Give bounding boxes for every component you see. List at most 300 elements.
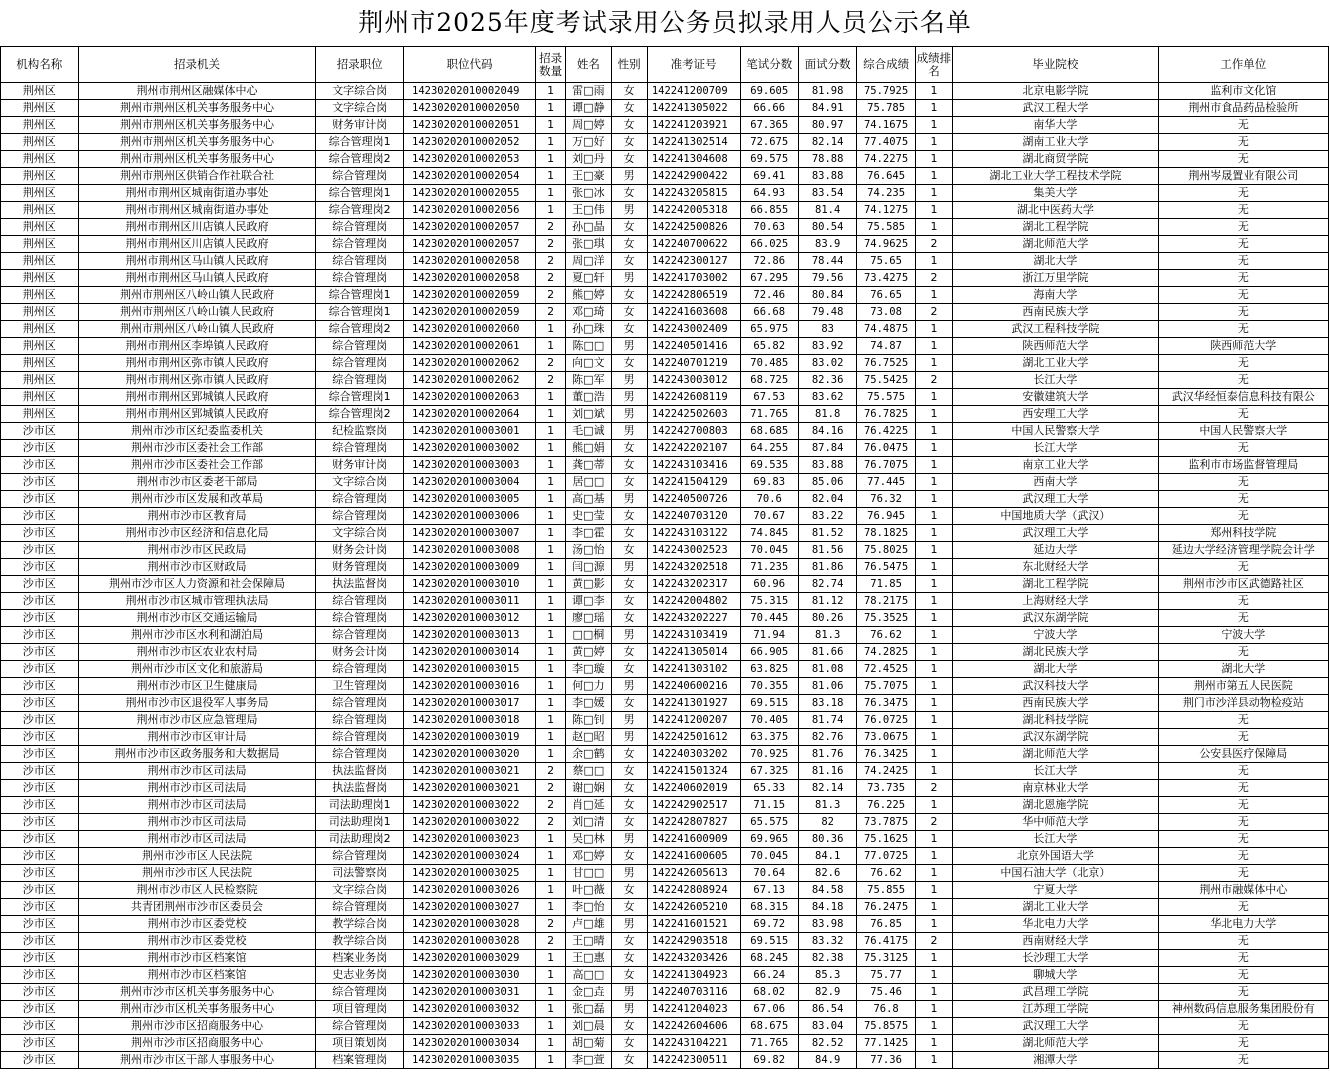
recruiting-office-cell: 荆州市荆州区川店镇人民政府 bbox=[78, 219, 316, 236]
total-score-cell: 76.32 bbox=[857, 491, 915, 508]
employer-cell: 无 bbox=[1158, 287, 1328, 304]
recruiting-office-cell: 荆州市沙市区人民检察院 bbox=[78, 882, 316, 899]
interview-score-cell: 81.86 bbox=[798, 559, 856, 576]
gender-cell: 女 bbox=[611, 814, 647, 831]
position-cell: 项目管理岗 bbox=[316, 1001, 404, 1018]
employer-cell: 无 bbox=[1158, 899, 1328, 916]
school-cell: 湖北师范大学 bbox=[953, 1035, 1159, 1052]
employer-cell: 郑州科技学院 bbox=[1158, 525, 1328, 542]
exam-number-cell: 142243202518 bbox=[647, 559, 740, 576]
position-code-cell: 14230202010003021 bbox=[404, 763, 536, 780]
name-cell: 熊□婷 bbox=[566, 287, 611, 304]
recruiting-office-cell: 荆州市沙市区财政局 bbox=[78, 559, 316, 576]
table-row bbox=[1, 321, 1329, 338]
total-score-cell: 76.0725 bbox=[857, 712, 915, 729]
written-score-cell: 71.765 bbox=[740, 1035, 798, 1052]
agency-cell: 沙市区 bbox=[1, 525, 79, 542]
position-cell: 执法监督岗 bbox=[316, 576, 404, 593]
total-score-cell: 75.3125 bbox=[857, 950, 915, 967]
exam-number-cell: 142241200207 bbox=[647, 712, 740, 729]
table-row bbox=[1, 763, 1329, 780]
quota-cell: 1 bbox=[536, 831, 566, 848]
interview-score-cell: 82.74 bbox=[798, 576, 856, 593]
recruiting-office-cell: 荆州市荆州区郢城镇人民政府 bbox=[78, 406, 316, 423]
written-score-cell: 63.825 bbox=[740, 661, 798, 678]
position-code-cell: 14230202010003005 bbox=[404, 491, 536, 508]
col-header-employer: 工作单位 bbox=[1158, 47, 1328, 83]
recruiting-office-cell: 荆州市沙市区卫生健康局 bbox=[78, 678, 316, 695]
written-score-cell: 71.94 bbox=[740, 627, 798, 644]
table-row bbox=[1, 83, 1329, 100]
total-score-cell: 76.65 bbox=[857, 287, 915, 304]
rank-cell: 1 bbox=[915, 287, 952, 304]
position-cell: 综合管理岗 bbox=[316, 270, 404, 287]
rank-cell: 1 bbox=[915, 202, 952, 219]
total-score-cell: 76.7825 bbox=[857, 406, 915, 423]
total-score-cell: 77.4075 bbox=[857, 134, 915, 151]
position-code-cell: 14230202010002063 bbox=[404, 389, 536, 406]
agency-cell: 沙市区 bbox=[1, 474, 79, 491]
position-code-cell: 14230202010002050 bbox=[404, 100, 536, 117]
table-row bbox=[1, 236, 1329, 253]
school-cell: 湖北师范大学 bbox=[953, 236, 1159, 253]
employer-cell: 荆州市沙市区武德路社区 bbox=[1158, 576, 1328, 593]
exam-number-cell: 142241601521 bbox=[647, 916, 740, 933]
agency-cell: 荆州区 bbox=[1, 219, 79, 236]
name-cell: 刘□斌 bbox=[566, 406, 611, 423]
school-cell: 西南民族大学 bbox=[953, 304, 1159, 321]
total-score-cell: 76.3425 bbox=[857, 746, 915, 763]
school-cell: 湖北大学 bbox=[953, 661, 1159, 678]
total-score-cell: 78.1825 bbox=[857, 525, 915, 542]
name-cell: 孙□珠 bbox=[566, 321, 611, 338]
quota-cell: 1 bbox=[536, 576, 566, 593]
total-score-cell: 76.62 bbox=[857, 865, 915, 882]
gender-cell: 男 bbox=[611, 712, 647, 729]
quota-cell: 1 bbox=[536, 865, 566, 882]
employer-cell: 无 bbox=[1158, 780, 1328, 797]
recruiting-office-cell: 荆州市沙市区文化和旅游局 bbox=[78, 661, 316, 678]
interview-score-cell: 79.48 bbox=[798, 304, 856, 321]
position-code-cell: 14230202010002061 bbox=[404, 338, 536, 355]
school-cell: 湖北民族大学 bbox=[953, 644, 1159, 661]
table-row bbox=[1, 746, 1329, 763]
total-score-cell: 77.36 bbox=[857, 1052, 915, 1069]
written-score-cell: 74.845 bbox=[740, 525, 798, 542]
total-score-cell: 71.85 bbox=[857, 576, 915, 593]
interview-score-cell: 82.14 bbox=[798, 780, 856, 797]
position-cell: 司法助理岗1 bbox=[316, 814, 404, 831]
agency-cell: 沙市区 bbox=[1, 695, 79, 712]
interview-score-cell: 80.97 bbox=[798, 117, 856, 134]
employer-cell: 无 bbox=[1158, 304, 1328, 321]
employer-cell: 无 bbox=[1158, 831, 1328, 848]
school-cell: 湖北恩施学院 bbox=[953, 797, 1159, 814]
exam-number-cell: 142243203426 bbox=[647, 950, 740, 967]
agency-cell: 沙市区 bbox=[1, 559, 79, 576]
quota-cell: 1 bbox=[536, 134, 566, 151]
school-cell: 湖南工业大学 bbox=[953, 134, 1159, 151]
recruiting-office-cell: 荆州市荆州区马山镇人民政府 bbox=[78, 253, 316, 270]
total-score-cell: 75.785 bbox=[857, 100, 915, 117]
interview-score-cell: 81.06 bbox=[798, 678, 856, 695]
page-title: 荆州市2025年度考试录用公务员拟录用人员公示名单 bbox=[358, 8, 972, 37]
exam-number-cell: 142243002523 bbox=[647, 542, 740, 559]
position-code-cell: 14230202010002056 bbox=[404, 202, 536, 219]
name-cell: 史□莹 bbox=[566, 508, 611, 525]
exam-number-cell: 142240700622 bbox=[647, 236, 740, 253]
total-score-cell: 77.445 bbox=[857, 474, 915, 491]
position-code-cell: 14230202010002057 bbox=[404, 219, 536, 236]
total-score-cell: 76.4225 bbox=[857, 423, 915, 440]
agency-cell: 荆州区 bbox=[1, 406, 79, 423]
total-score-cell: 76.225 bbox=[857, 797, 915, 814]
position-cell: 财务管理岗 bbox=[316, 559, 404, 576]
position-cell: 财务会计岗 bbox=[316, 542, 404, 559]
quota-cell: 1 bbox=[536, 712, 566, 729]
gender-cell: 女 bbox=[611, 236, 647, 253]
gender-cell: 男 bbox=[611, 389, 647, 406]
school-cell: 北京外国语大学 bbox=[953, 848, 1159, 865]
name-cell: 高□基 bbox=[566, 491, 611, 508]
gender-cell: 男 bbox=[611, 491, 647, 508]
recruiting-office-cell: 荆州市荆州区城南街道办事处 bbox=[78, 185, 316, 202]
interview-score-cell: 83.92 bbox=[798, 338, 856, 355]
interview-score-cell: 84.16 bbox=[798, 423, 856, 440]
name-cell: 胡□菊 bbox=[566, 1035, 611, 1052]
rank-cell: 2 bbox=[915, 304, 952, 321]
recruiting-office-cell: 荆州市沙市区水利和湖泊局 bbox=[78, 627, 316, 644]
position-code-cell: 14230202010002059 bbox=[404, 304, 536, 321]
school-cell: 湖北工业大学工程技术学院 bbox=[953, 168, 1159, 185]
total-score-cell: 73.08 bbox=[857, 304, 915, 321]
agency-cell: 沙市区 bbox=[1, 984, 79, 1001]
interview-score-cell: 82.76 bbox=[798, 729, 856, 746]
rank-cell: 1 bbox=[915, 219, 952, 236]
position-cell: 史志业务岗 bbox=[316, 967, 404, 984]
position-cell: 综合管理岗2 bbox=[316, 151, 404, 168]
quota-cell: 1 bbox=[536, 661, 566, 678]
recruiting-office-cell: 荆州市沙市区干部人事服务中心 bbox=[78, 1052, 316, 1069]
table-row bbox=[1, 542, 1329, 559]
school-cell: 湖北工程学院 bbox=[953, 219, 1159, 236]
written-score-cell: 68.315 bbox=[740, 899, 798, 916]
name-cell: 李□霍 bbox=[566, 525, 611, 542]
table-row bbox=[1, 389, 1329, 406]
rank-cell: 1 bbox=[915, 457, 952, 474]
position-code-cell: 14230202010003007 bbox=[404, 525, 536, 542]
quota-cell: 2 bbox=[536, 916, 566, 933]
written-score-cell: 72.46 bbox=[740, 287, 798, 304]
quota-cell: 1 bbox=[536, 151, 566, 168]
position-code-cell: 14230202010003006 bbox=[404, 508, 536, 525]
employer-cell: 无 bbox=[1158, 440, 1328, 457]
school-cell: 南京工业大学 bbox=[953, 457, 1159, 474]
total-score-cell: 75.3525 bbox=[857, 610, 915, 627]
roster-table bbox=[0, 46, 1329, 1069]
employer-cell: 无 bbox=[1158, 219, 1328, 236]
school-cell: 长江大学 bbox=[953, 831, 1159, 848]
name-cell: 董□浩 bbox=[566, 389, 611, 406]
total-score-cell: 78.2175 bbox=[857, 593, 915, 610]
written-score-cell: 68.685 bbox=[740, 423, 798, 440]
total-score-cell: 75.8575 bbox=[857, 1018, 915, 1035]
recruiting-office-cell: 荆州市荆州区城南街道办事处 bbox=[78, 202, 316, 219]
name-cell: 黄□婷 bbox=[566, 644, 611, 661]
employer-cell: 无 bbox=[1158, 508, 1328, 525]
written-score-cell: 66.68 bbox=[740, 304, 798, 321]
gender-cell: 女 bbox=[611, 695, 647, 712]
employer-cell: 无 bbox=[1158, 355, 1328, 372]
school-cell: 武汉科技大学 bbox=[953, 678, 1159, 695]
table-row bbox=[1, 406, 1329, 423]
total-score-cell: 74.2425 bbox=[857, 763, 915, 780]
school-cell: 湖北工业大学 bbox=[953, 355, 1159, 372]
agency-cell: 沙市区 bbox=[1, 763, 79, 780]
quota-cell: 1 bbox=[536, 967, 566, 984]
position-cell: 档案业务岗 bbox=[316, 950, 404, 967]
gender-cell: 女 bbox=[611, 899, 647, 916]
recruiting-office-cell: 荆州市沙市区委党校 bbox=[78, 916, 316, 933]
agency-cell: 沙市区 bbox=[1, 508, 79, 525]
rank-cell: 1 bbox=[915, 1001, 952, 1018]
position-code-cell: 14230202010003023 bbox=[404, 831, 536, 848]
written-score-cell: 68.675 bbox=[740, 1018, 798, 1035]
total-score-cell: 74.235 bbox=[857, 185, 915, 202]
rank-cell: 1 bbox=[915, 865, 952, 882]
recruiting-office-cell: 荆州市沙市区司法局 bbox=[78, 763, 316, 780]
school-cell: 湖北中医药大学 bbox=[953, 202, 1159, 219]
employer-cell: 神州数码信息服务集团股份有 bbox=[1158, 1001, 1328, 1018]
col-header-total-score: 综合成绩 bbox=[857, 47, 915, 83]
position-cell: 综合管理岗 bbox=[316, 1018, 404, 1035]
total-score-cell: 74.2275 bbox=[857, 151, 915, 168]
school-cell: 北京电影学院 bbox=[953, 83, 1159, 100]
gender-cell: 男 bbox=[611, 423, 647, 440]
position-code-cell: 14230202010003011 bbox=[404, 593, 536, 610]
quota-cell: 1 bbox=[536, 610, 566, 627]
recruiting-office-cell: 荆州市沙市区档案馆 bbox=[78, 950, 316, 967]
agency-cell: 沙市区 bbox=[1, 661, 79, 678]
agency-cell: 沙市区 bbox=[1, 916, 79, 933]
interview-score-cell: 79.56 bbox=[798, 270, 856, 287]
agency-cell: 荆州区 bbox=[1, 202, 79, 219]
gender-cell: 男 bbox=[611, 338, 647, 355]
employer-cell: 荆州市食品药品检验所 bbox=[1158, 100, 1328, 117]
rank-cell: 1 bbox=[915, 899, 952, 916]
rank-cell: 1 bbox=[915, 151, 952, 168]
name-cell: □□桐 bbox=[566, 627, 611, 644]
table-row bbox=[1, 457, 1329, 474]
gender-cell: 女 bbox=[611, 780, 647, 797]
employer-cell: 无 bbox=[1158, 933, 1328, 950]
rank-cell: 1 bbox=[915, 797, 952, 814]
name-cell: 龚□蒂 bbox=[566, 457, 611, 474]
table-header-row bbox=[1, 47, 1329, 83]
table-row bbox=[1, 117, 1329, 134]
school-cell: 武汉东湖学院 bbox=[953, 610, 1159, 627]
quota-cell: 1 bbox=[536, 1001, 566, 1018]
name-cell: 何□力 bbox=[566, 678, 611, 695]
quota-cell: 1 bbox=[536, 389, 566, 406]
employer-cell: 无 bbox=[1158, 117, 1328, 134]
gender-cell: 女 bbox=[611, 644, 647, 661]
rank-cell: 1 bbox=[915, 729, 952, 746]
written-score-cell: 71.15 bbox=[740, 797, 798, 814]
name-cell: 王□豪 bbox=[566, 168, 611, 185]
agency-cell: 沙市区 bbox=[1, 967, 79, 984]
name-cell: 李□璇 bbox=[566, 661, 611, 678]
school-cell: 宁夏大学 bbox=[953, 882, 1159, 899]
rank-cell: 1 bbox=[915, 559, 952, 576]
interview-score-cell: 83.62 bbox=[798, 389, 856, 406]
school-cell: 湖北科技学院 bbox=[953, 712, 1159, 729]
table-row bbox=[1, 627, 1329, 644]
total-score-cell: 75.46 bbox=[857, 984, 915, 1001]
rank-cell: 1 bbox=[915, 967, 952, 984]
rank-cell: 1 bbox=[915, 406, 952, 423]
gender-cell: 女 bbox=[611, 882, 647, 899]
table-row bbox=[1, 1052, 1329, 1069]
interview-score-cell: 81.52 bbox=[798, 525, 856, 542]
rank-cell: 1 bbox=[915, 882, 952, 899]
agency-cell: 沙市区 bbox=[1, 882, 79, 899]
name-cell: 刘□丹 bbox=[566, 151, 611, 168]
exam-number-cell: 142242202107 bbox=[647, 440, 740, 457]
name-cell: 张□冰 bbox=[566, 185, 611, 202]
quota-cell: 1 bbox=[536, 338, 566, 355]
position-cell: 执法监督岗 bbox=[316, 763, 404, 780]
total-score-cell: 76.7525 bbox=[857, 355, 915, 372]
col-header-exam-number: 准考证号 bbox=[647, 47, 740, 83]
rank-cell: 1 bbox=[915, 389, 952, 406]
recruiting-office-cell: 荆州市沙市区委老干部局 bbox=[78, 474, 316, 491]
written-score-cell: 60.96 bbox=[740, 576, 798, 593]
col-header-position-code: 职位代码 bbox=[404, 47, 536, 83]
exam-number-cell: 142242808924 bbox=[647, 882, 740, 899]
written-score-cell: 70.64 bbox=[740, 865, 798, 882]
rank-cell: 1 bbox=[915, 678, 952, 695]
recruiting-office-cell: 荆州市沙市区审计局 bbox=[78, 729, 316, 746]
exam-number-cell: 142242902517 bbox=[647, 797, 740, 814]
recruiting-office-cell: 荆州市沙市区司法局 bbox=[78, 780, 316, 797]
exam-number-cell: 142241301927 bbox=[647, 695, 740, 712]
school-cell: 武汉理工大学 bbox=[953, 525, 1159, 542]
name-cell: 陈□钊 bbox=[566, 712, 611, 729]
agency-cell: 荆州区 bbox=[1, 117, 79, 134]
exam-number-cell: 142242807827 bbox=[647, 814, 740, 831]
exam-number-cell: 142243205815 bbox=[647, 185, 740, 202]
name-cell: 黄□影 bbox=[566, 576, 611, 593]
rank-cell: 1 bbox=[915, 1018, 952, 1035]
quota-cell: 1 bbox=[536, 746, 566, 763]
position-code-cell: 14230202010002057 bbox=[404, 236, 536, 253]
position-cell: 文字综合岗 bbox=[316, 882, 404, 899]
exam-number-cell: 142241203921 bbox=[647, 117, 740, 134]
position-code-cell: 14230202010002052 bbox=[404, 134, 536, 151]
recruiting-office-cell: 荆州市沙市区机关事务服务中心 bbox=[78, 1001, 316, 1018]
employer-cell: 无 bbox=[1158, 236, 1328, 253]
quota-cell: 1 bbox=[536, 202, 566, 219]
table-row bbox=[1, 474, 1329, 491]
gender-cell: 女 bbox=[611, 474, 647, 491]
rank-cell: 1 bbox=[915, 321, 952, 338]
table-row bbox=[1, 219, 1329, 236]
exam-number-cell: 142241204023 bbox=[647, 1001, 740, 1018]
rank-cell: 2 bbox=[915, 270, 952, 287]
school-cell: 长江大学 bbox=[953, 763, 1159, 780]
agency-cell: 沙市区 bbox=[1, 1035, 79, 1052]
gender-cell: 男 bbox=[611, 202, 647, 219]
gender-cell: 女 bbox=[611, 797, 647, 814]
exam-number-cell: 142243003012 bbox=[647, 372, 740, 389]
position-code-cell: 14230202010003033 bbox=[404, 1018, 536, 1035]
table-row bbox=[1, 372, 1329, 389]
exam-number-cell: 142240501416 bbox=[647, 338, 740, 355]
agency-cell: 沙市区 bbox=[1, 542, 79, 559]
written-score-cell: 65.33 bbox=[740, 780, 798, 797]
total-score-cell: 74.9625 bbox=[857, 236, 915, 253]
interview-score-cell: 83.22 bbox=[798, 508, 856, 525]
name-cell: 周□洋 bbox=[566, 253, 611, 270]
written-score-cell: 64.255 bbox=[740, 440, 798, 457]
interview-score-cell: 83.88 bbox=[798, 168, 856, 185]
school-cell: 聊城大学 bbox=[953, 967, 1159, 984]
position-code-cell: 14230202010002051 bbox=[404, 117, 536, 134]
total-score-cell: 75.5425 bbox=[857, 372, 915, 389]
quota-cell: 1 bbox=[536, 984, 566, 1001]
written-score-cell: 70.67 bbox=[740, 508, 798, 525]
recruiting-office-cell: 荆州市沙市区司法局 bbox=[78, 814, 316, 831]
employer-cell: 荆州市融媒体中心 bbox=[1158, 882, 1328, 899]
rank-cell: 1 bbox=[915, 83, 952, 100]
rank-cell: 1 bbox=[915, 491, 952, 508]
table-row bbox=[1, 610, 1329, 627]
total-score-cell: 73.4275 bbox=[857, 270, 915, 287]
interview-score-cell: 82.6 bbox=[798, 865, 856, 882]
position-code-cell: 14230202010002055 bbox=[404, 185, 536, 202]
rank-cell: 1 bbox=[915, 440, 952, 457]
table-row bbox=[1, 797, 1329, 814]
rank-cell: 2 bbox=[915, 933, 952, 950]
name-cell: 向□文 bbox=[566, 355, 611, 372]
rank-cell: 1 bbox=[915, 916, 952, 933]
written-score-cell: 67.325 bbox=[740, 763, 798, 780]
school-cell: 湖北师范大学 bbox=[953, 746, 1159, 763]
gender-cell: 女 bbox=[611, 593, 647, 610]
school-cell: 武汉工程大学 bbox=[953, 100, 1159, 117]
agency-cell: 沙市区 bbox=[1, 1052, 79, 1069]
quota-cell: 2 bbox=[536, 355, 566, 372]
interview-score-cell: 81.3 bbox=[798, 797, 856, 814]
total-score-cell: 74.4875 bbox=[857, 321, 915, 338]
position-code-cell: 14230202010002059 bbox=[404, 287, 536, 304]
school-cell: 湖北工业大学 bbox=[953, 899, 1159, 916]
written-score-cell: 65.575 bbox=[740, 814, 798, 831]
employer-cell: 监利市文化馆 bbox=[1158, 83, 1328, 100]
table-row bbox=[1, 270, 1329, 287]
rank-cell: 1 bbox=[915, 355, 952, 372]
recruiting-office-cell: 荆州市沙市区纪委监委机关 bbox=[78, 423, 316, 440]
recruiting-office-cell: 荆州市荆州区机关事务服务中心 bbox=[78, 100, 316, 117]
quota-cell: 1 bbox=[536, 678, 566, 695]
employer-cell: 无 bbox=[1158, 372, 1328, 389]
recruiting-office-cell: 荆州市荆州区机关事务服务中心 bbox=[78, 151, 316, 168]
table-row bbox=[1, 338, 1329, 355]
written-score-cell: 69.575 bbox=[740, 151, 798, 168]
agency-cell: 荆州区 bbox=[1, 389, 79, 406]
school-cell: 东北财经大学 bbox=[953, 559, 1159, 576]
